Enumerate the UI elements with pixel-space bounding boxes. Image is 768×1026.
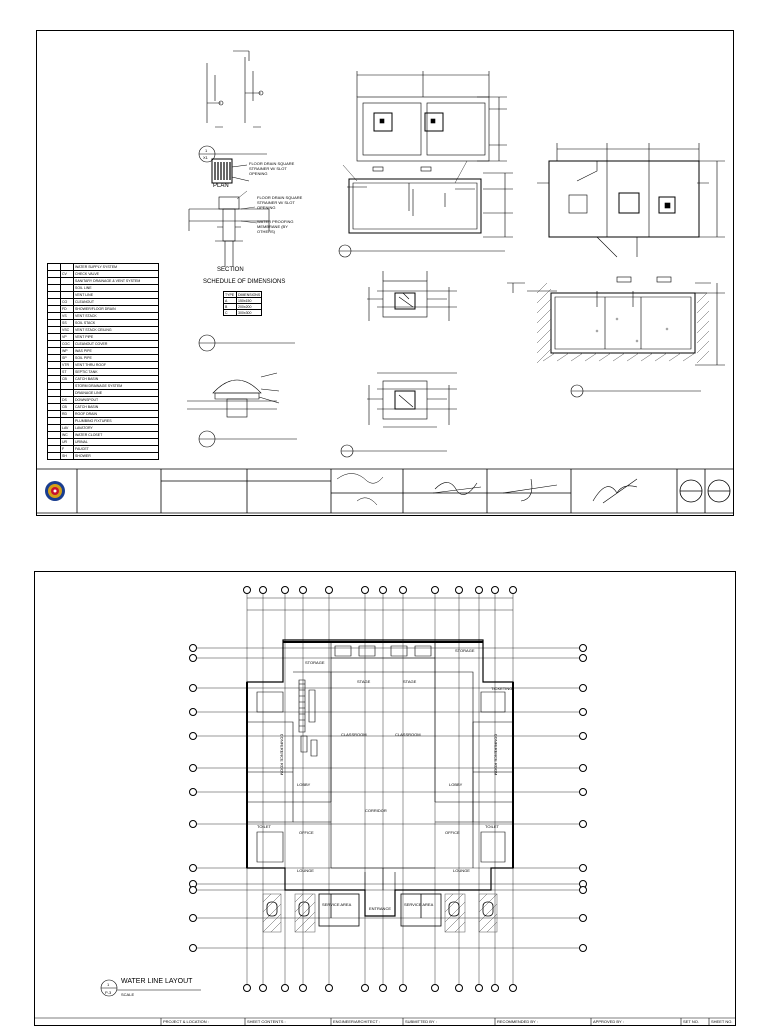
legend-description: VENT THRU ROOF <box>74 362 159 369</box>
legend-symbol <box>48 446 61 453</box>
legend-code: CB <box>61 404 74 411</box>
legend-code <box>61 390 74 397</box>
legend-code: CB <box>61 376 74 383</box>
room-label: CONFERENCE ROOM <box>279 733 285 776</box>
title-block-recommended: RECOMMENDED BY : <box>497 1019 538 1024</box>
legend-code: UR <box>61 439 74 446</box>
legend-code: SS <box>61 320 74 327</box>
legend-description: VENT STACK <box>74 313 159 320</box>
legend-description: CLEANOUT <box>74 299 159 306</box>
grid-bubble <box>491 586 499 594</box>
grid-bubble <box>579 654 587 662</box>
legend-description: VENT LINE <box>74 292 159 299</box>
dim-cell: C <box>224 310 237 316</box>
legend-description: STORM DRAINAGE SYSTEM <box>74 383 159 390</box>
grid-bubble <box>579 732 587 740</box>
grid-bubble <box>379 586 387 594</box>
legend-symbol <box>48 376 61 383</box>
grid-bubble <box>189 732 197 740</box>
legend-description: DOWNSPOUT <box>74 397 159 404</box>
grid-bubble <box>579 788 587 796</box>
layout-callout-sheet: P-3 <box>105 990 112 995</box>
legend-symbol <box>48 397 61 404</box>
grid-bubble <box>189 944 197 952</box>
room-label: STORAGE <box>305 660 325 665</box>
drawing-sheet-water-line-layout <box>34 571 736 1026</box>
legend-code: FD <box>61 306 74 313</box>
legend-code: ST <box>61 369 74 376</box>
dim-header-type: TYPE <box>224 292 237 298</box>
grid-bubble <box>189 654 197 662</box>
legend-description: WATER CLOSET <box>74 432 159 439</box>
legend-symbol <box>48 271 61 278</box>
dim-cell: A <box>224 298 237 304</box>
legend-symbol <box>48 418 61 425</box>
legend-code: WP <box>61 348 74 355</box>
grid-bubble <box>579 944 587 952</box>
title-block-submitted: SUBMITTED BY : <box>405 1019 437 1024</box>
title-block-approved: APPROVED BY : <box>593 1019 624 1024</box>
room-label: SERVICE AREA <box>322 902 352 907</box>
legend-description: FAUCET <box>74 446 159 453</box>
dim-cell: B <box>224 304 237 310</box>
room-label: CORRIDOR <box>365 808 387 813</box>
grid-bubble <box>455 586 463 594</box>
legend-code: LAV <box>61 425 74 432</box>
room-label: LOUNGE <box>453 868 470 873</box>
legend-symbol <box>48 411 61 418</box>
legend-description: CLEANOUT COVER <box>74 341 159 348</box>
legend-symbol <box>48 425 61 432</box>
legend-symbol <box>48 383 61 390</box>
room-label: STAGE <box>403 679 417 684</box>
legend-code <box>61 285 74 292</box>
room-label: CONFERENCE ROOM <box>493 733 499 776</box>
room-label: LOBBY <box>449 782 463 787</box>
legend-symbol <box>48 320 61 327</box>
grid-bubble <box>579 708 587 716</box>
title-block-set-no: SET NO. <box>683 1019 699 1024</box>
grid-bubble <box>475 984 483 992</box>
room-label: CLASSROOM <box>341 732 367 737</box>
title-block-sheet-no: SHEET NO. <box>711 1019 733 1024</box>
legend-symbol <box>48 432 61 439</box>
title-block-project: PROJECT & LOCATION : <box>163 1019 209 1024</box>
legend-symbol <box>48 264 61 271</box>
grid-bubble <box>189 788 197 796</box>
schedule-title: SCHEDULE OF DIMENSIONS <box>203 279 286 285</box>
grid-bubble <box>455 984 463 992</box>
floor-plan-drawing <box>35 572 735 1025</box>
callout-sheet: X1 <box>203 155 208 160</box>
legend-description: SEPTIC TANK <box>74 369 159 376</box>
grid-bubble <box>243 984 251 992</box>
legend-description: WAS PIPE <box>74 348 159 355</box>
room-label: STAGE <box>357 679 371 684</box>
room-label: LOUNGE <box>297 868 314 873</box>
layout-title: WATER LINE LAYOUT <box>121 978 193 985</box>
legend-code: COC <box>61 341 74 348</box>
legend-code: VTR <box>61 362 74 369</box>
room-label: TOILET <box>485 824 499 829</box>
legend-code: WC <box>61 432 74 439</box>
grid-bubble <box>509 586 517 594</box>
legend-symbol <box>48 341 61 348</box>
grid-bubble <box>579 864 587 872</box>
grid-bubble <box>491 984 499 992</box>
grid-bubble <box>325 586 333 594</box>
grid-bubble <box>189 864 197 872</box>
grid-bubble <box>475 586 483 594</box>
legend-code: VS <box>61 313 74 320</box>
legend-description: SOIL PIPE <box>74 355 159 362</box>
room-label: OFFICE <box>299 830 314 835</box>
plan-note-1: FLOOR DRAIN SQUARE STRAINER W/ SLOT OPENING <box>249 161 295 176</box>
grid-bubble <box>299 984 307 992</box>
legend-description: SOIL LINE <box>74 285 159 292</box>
grid-bubble <box>189 820 197 828</box>
grid-bubble <box>579 820 587 828</box>
legend-code <box>61 278 74 285</box>
legend-symbol <box>48 369 61 376</box>
legend-code <box>61 418 74 425</box>
grid-bubble <box>189 708 197 716</box>
room-label: TICKETING <box>491 686 513 691</box>
layout-scale: SCALE <box>121 992 135 997</box>
grid-bubble <box>431 586 439 594</box>
dim-header-dimensions: DIMENSIONS <box>238 292 261 297</box>
grid-bubble <box>379 984 387 992</box>
legend-description: DRAINAGE LINE <box>74 390 159 397</box>
dim-cell: 150x150 <box>237 298 262 304</box>
legend-code: CO <box>61 299 74 306</box>
grid-bubble <box>299 586 307 594</box>
grid-bubble <box>189 684 197 692</box>
callout-number: 1 <box>205 148 208 153</box>
seal-emblem <box>45 481 65 501</box>
legend-symbol <box>48 355 61 362</box>
legend-code: F <box>61 446 74 453</box>
legend-symbol <box>48 313 61 320</box>
grid-bubble <box>361 586 369 594</box>
dim-cell: 200x200 <box>237 304 262 310</box>
room-label: CLASSROOM <box>395 732 421 737</box>
legend-symbol <box>48 334 61 341</box>
grid-bubble <box>579 886 587 894</box>
legend-symbol <box>48 453 61 460</box>
grid-bubble <box>189 764 197 772</box>
legend-code: DS <box>61 397 74 404</box>
legend-symbol <box>48 285 61 292</box>
room-label: SERVICE AREA <box>404 902 434 907</box>
legend-code <box>61 264 74 271</box>
drawing-sheet-plumbing-details <box>36 30 734 516</box>
grid-bubble <box>579 914 587 922</box>
grid-bubble <box>325 984 333 992</box>
schedule-of-dimensions-table <box>223 291 262 316</box>
grid-bubble <box>579 684 587 692</box>
legend-symbol <box>48 299 61 306</box>
section-label: SECTION <box>217 267 244 273</box>
room-label: LOBBY <box>297 782 311 787</box>
legend-code: VP <box>61 334 74 341</box>
title-block-engineer: ENGINEER/ARCHITECT : <box>333 1019 381 1024</box>
legend-description: URINAL <box>74 439 159 446</box>
grid-bubble <box>259 984 267 992</box>
legend-description: LAVATORY <box>74 425 159 432</box>
legend-code: SH <box>61 453 74 460</box>
legend-description: CATCH BASIN <box>74 376 159 383</box>
layout-callout-number: 1 <box>107 982 110 987</box>
grid-bubble <box>399 984 407 992</box>
legend-description: CHECK VALVE <box>74 271 159 278</box>
legend-symbol <box>48 327 61 334</box>
legend-symbol <box>48 362 61 369</box>
grid-bubble <box>243 586 251 594</box>
grid-bubble <box>579 764 587 772</box>
legend-description: PLUMBING FIXTURES <box>74 418 159 425</box>
grid-bubble <box>579 644 587 652</box>
grid-bubble <box>399 586 407 594</box>
legend-description: ROOF DRAIN <box>74 411 159 418</box>
legend-description: VENT STACK CEILING <box>74 327 159 334</box>
legend-symbol <box>48 278 61 285</box>
legend-code: VSC <box>61 327 74 334</box>
room-label: ENTRANCE <box>369 906 392 911</box>
title-block-contents: SHEET CONTENTS : <box>247 1019 286 1024</box>
plan-note-3: WATER PROOFING MEMBRANE (BY OTHERS) <box>257 219 294 234</box>
plan-note-2: FLOOR DRAIN SQUARE STRAINER W/ SLOT OPENING <box>257 195 303 210</box>
legend-symbol <box>48 390 61 397</box>
legend-symbol <box>48 292 61 299</box>
legend-description: WATER SUPPLY SYSTEM <box>74 264 159 271</box>
legend-code: RD <box>61 411 74 418</box>
room-label: TOILET <box>257 824 271 829</box>
legend-code <box>61 292 74 299</box>
legend-code: SP <box>61 355 74 362</box>
legend-code: CV <box>61 271 74 278</box>
grid-bubble <box>259 586 267 594</box>
grid-bubble <box>281 586 289 594</box>
legend-symbol <box>48 439 61 446</box>
legend-description: SANITARY DRAINAGE & VENT SYSTEM <box>74 278 159 285</box>
legend-symbol <box>48 404 61 411</box>
room-label: STORAGE <box>455 648 475 653</box>
legend-description: SHOWER <box>74 453 159 460</box>
dim-cell: 300x300 <box>237 310 262 316</box>
legend-description: SHOWER/FLOOR DRAIN <box>74 306 159 313</box>
grid-bubble <box>189 886 197 894</box>
grid-bubble <box>509 984 517 992</box>
legend-description: SOIL STACK <box>74 320 159 327</box>
grid-bubble <box>189 914 197 922</box>
legend-symbol <box>48 348 61 355</box>
legend-description: CATCH BASIN <box>74 404 159 411</box>
room-label: OFFICE <box>445 830 460 835</box>
grid-bubble <box>431 984 439 992</box>
grid-bubble <box>189 644 197 652</box>
plan-label: PLAN <box>213 183 229 189</box>
plumbing-legend <box>47 263 159 460</box>
legend-description: VENT PIPE <box>74 334 159 341</box>
grid-bubble <box>361 984 369 992</box>
grid-bubble <box>281 984 289 992</box>
legend-symbol <box>48 306 61 313</box>
legend-code <box>61 383 74 390</box>
